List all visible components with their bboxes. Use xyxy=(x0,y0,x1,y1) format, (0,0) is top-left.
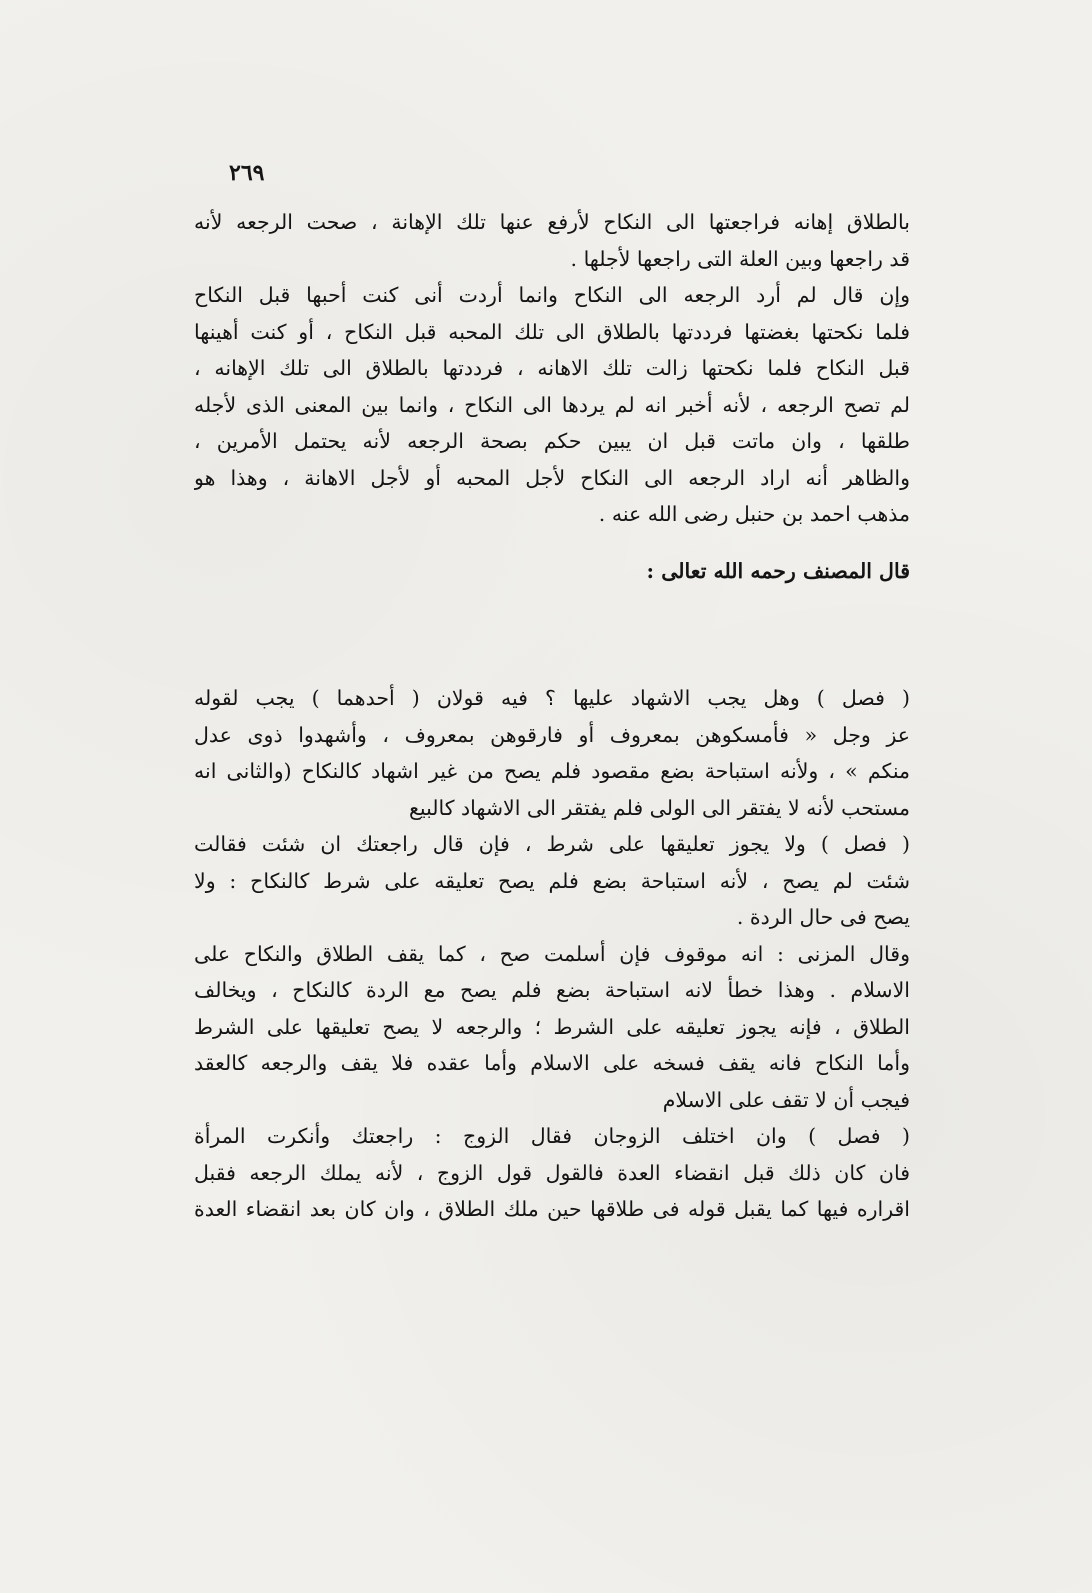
text-line: قد راجعها وبين العلة التى راجعها لأجلها . xyxy=(570,246,910,271)
text-line: بالطلاق إهانه فراجعتها الى النكاح لأرفع عنها تلك الإهانة ، صحت الرجعه لأنه xyxy=(194,210,910,234)
text-line: لم تصح الرجعه ، لأنه أخبر انه لم يردها الى النكاح ، وانما بين المعنى الذى لأجله xyxy=(194,392,910,417)
text-line: ( فصل ) ولا يجوز تعليقها على شرط ، فإن قال راجعتك ان شئت فقالت xyxy=(194,832,910,856)
text-line: وأما النكاح فانه يقف فسخه على الاسلام وأما عقده فلا يقف والرجعه كالعقد xyxy=(194,1051,910,1075)
section-heading: قال المصنف رحمه الله تعالى : xyxy=(646,559,910,583)
text-line: شئت لم يصح ، لأنه استباحة بضع فلم يصح تعليقه على شرط كالنكاح : ولا xyxy=(194,868,910,893)
text-line: منكم » ، ولأنه استباحة بضع مقصود فلم يصح من غير اشهاد كالنكاح (والثانى انه xyxy=(194,759,910,783)
text-line: فان كان ذلك قبل انقضاء العدة فالقول قول الزوج ، لأنه يملك الرجعه فقبل xyxy=(194,1160,910,1185)
text-line: الطلاق ، فإنه يجوز تعليقه على الشرط ؛ والرجعه لا يصح تعليقها على الشرط xyxy=(194,1014,910,1039)
section-heading-block xyxy=(194,553,910,590)
text-line: والظاهر أنه اراد الرجعه الى النكاح لأجل المحبه أو لأجل الاهانة ، وهذا هو xyxy=(194,465,910,490)
text-line: وإن قال لم أرد الرجعه الى النكاح وانما أردت أنى كنت أحبها قبل النكاح xyxy=(194,283,910,307)
text-line: طلقها ، وان ماتت قبل ان يبين حكم بصحة الرجعه لأنه يحتمل الأمرين ، xyxy=(194,429,910,453)
text-line: وقال المزنى : انه موقوف فإن أسلمت صح ، كما يقف الطلاق والنكاح على xyxy=(194,941,910,966)
text-line: اقراره فيها كما يقبل قوله فى طلاقها حين ملك الطلاق ، وان كان بعد انقضاء العدة xyxy=(194,1197,910,1221)
text-line: عز وجل « فأمسكوهن بمعروف أو فارقوهن بمعروف ، وأشهدوا ذوى عدل xyxy=(194,722,910,747)
text-line: ( فصل ) وهل يجب الاشهاد عليها ؟ فيه قولان ( أحدهما ) يجب لقوله xyxy=(194,686,910,710)
text-line: مذهب احمد بن حنبل رضى الله عنه . xyxy=(598,502,910,526)
text-line: فيجب أن لا تقف على الاسلام xyxy=(662,1087,910,1112)
text-line: قبل النكاح فلما نكحتها زالت تلك الاهانه ، فرددتها بالطلاق الى تلك الإهانه ، xyxy=(194,356,910,380)
text-line: مستحب لأنه لا يفتقر الى الولى فلم يفتقر الى الاشهاد كالبيع xyxy=(408,795,910,820)
text-line: يصح فى حال الردة . xyxy=(736,905,910,929)
text-block-sections xyxy=(194,680,910,1228)
page-number: ٢٦٩ xyxy=(229,160,265,186)
text-block-continuation xyxy=(194,204,910,533)
text-line: الاسلام . وهذا خطأ لانه استباحة بضع فلم يصح مع الردة كالنكاح ، ويخالف xyxy=(194,978,910,1002)
text-line: ( فصل ) وان اختلف الزوجان فقال الزوج : راجعتك وأنكرت المرأة xyxy=(194,1124,910,1148)
text-line: فلما نكحتها بغضتها فرددتها بالطلاق الى تلك المحبه قبل النكاح ، أو كنت أهينها xyxy=(194,319,910,344)
